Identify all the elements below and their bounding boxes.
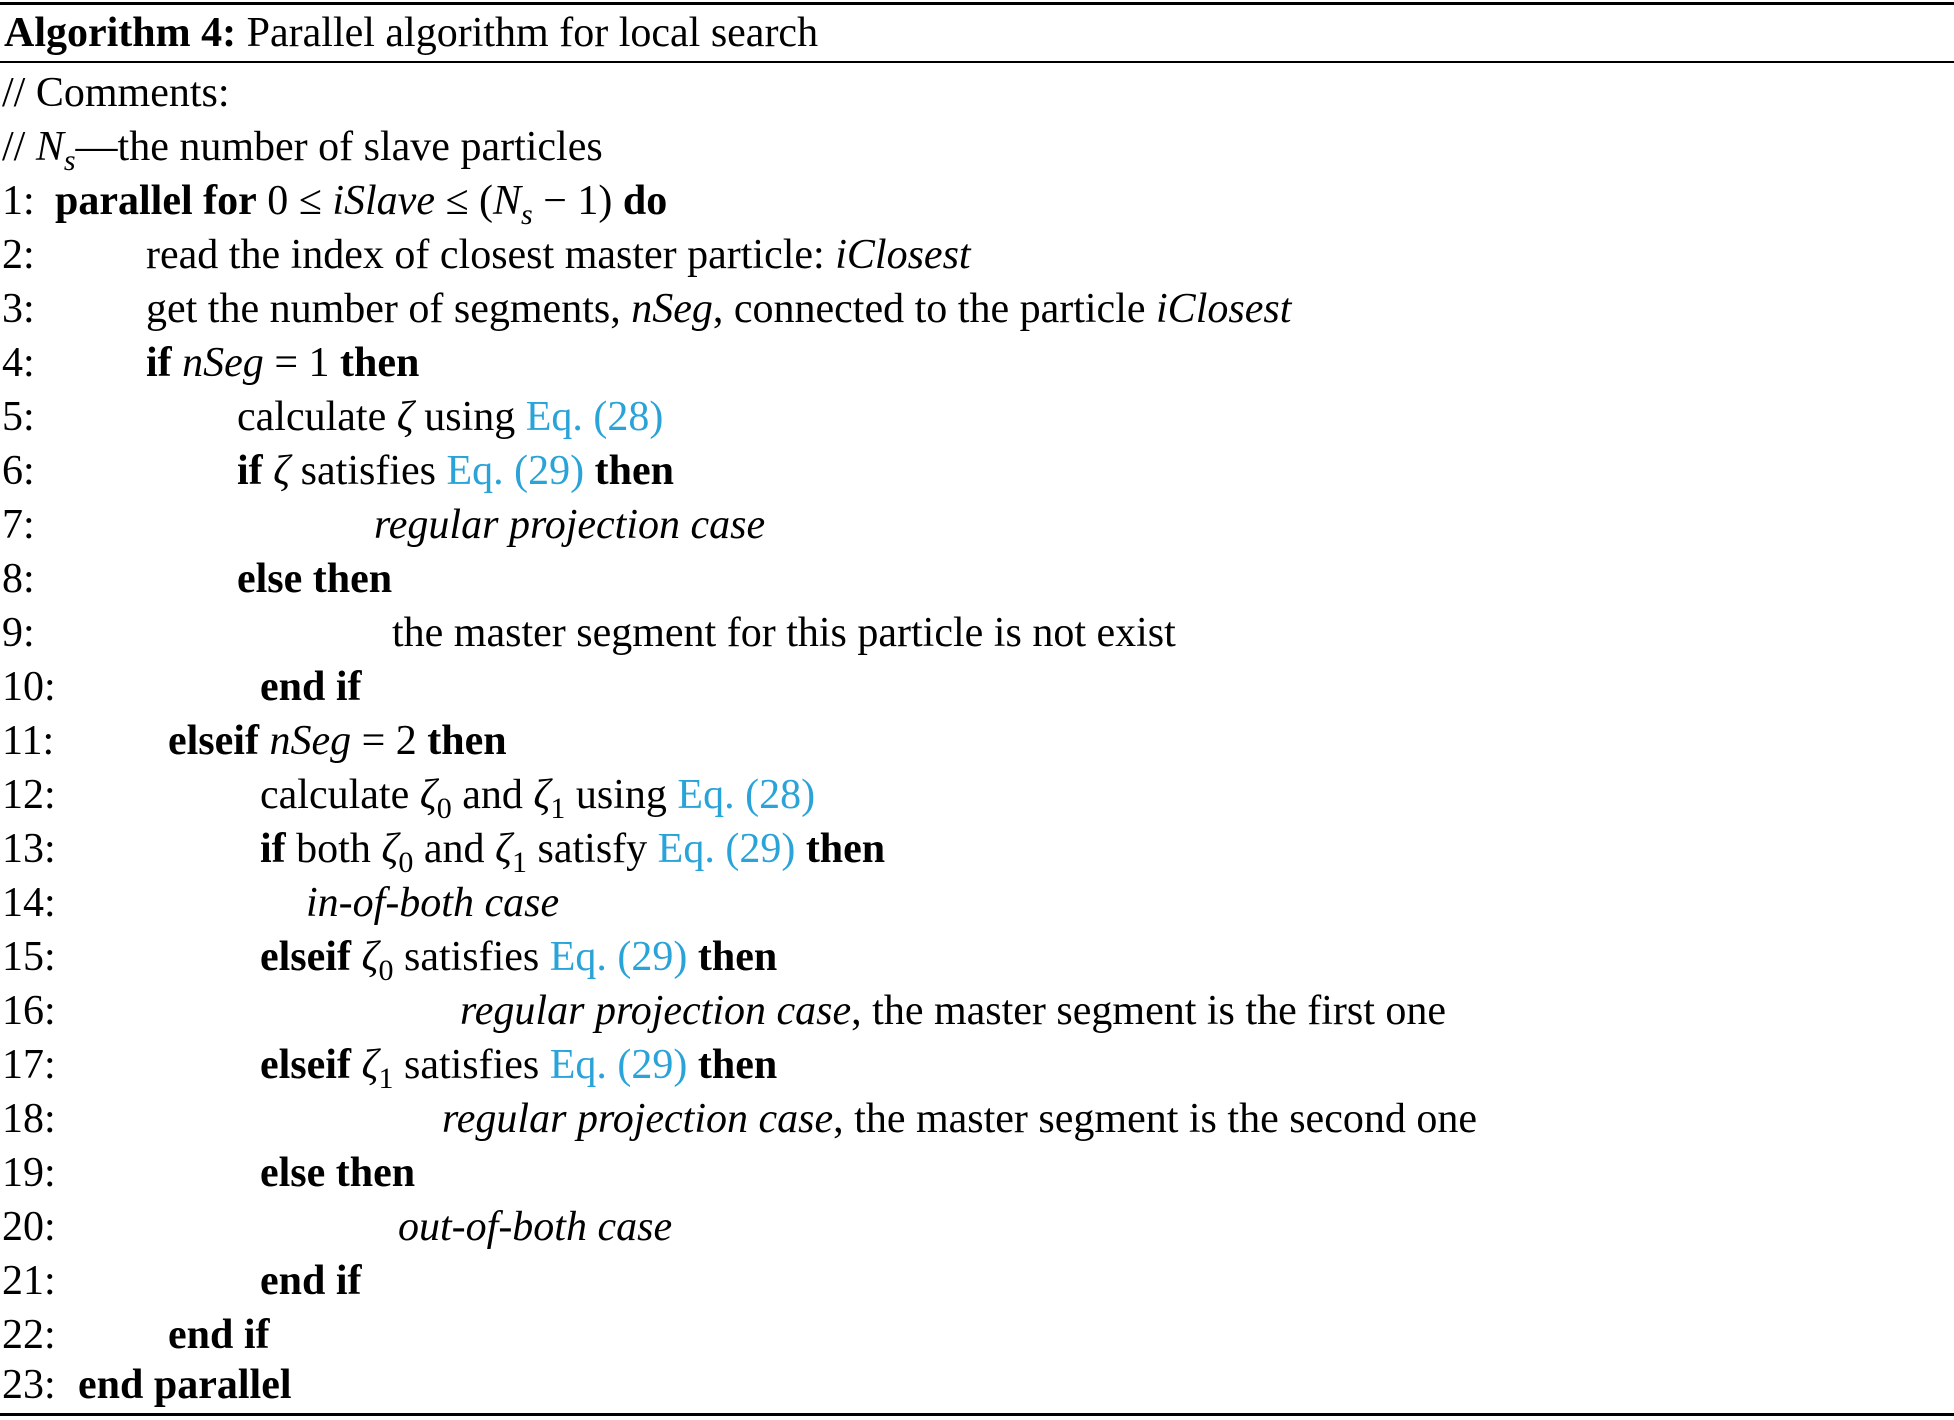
line-number: 7: [2,502,35,548]
line-number: 20: [2,1204,56,1250]
line-content: if nSeg = 1 then [146,340,420,386]
line-content: elseif nSeg = 2 then [168,718,507,764]
line-number: 6: [2,448,35,494]
line-number: 15: [2,934,56,980]
line-content: if both $\zeta_0$ and $\zeta_1$ satisfy Eq. (29) then [260,826,886,879]
line-number: 14: [2,880,56,926]
line-number: 9: [2,610,35,656]
line-number: 5: [2,394,35,440]
line-content: elseif $\zeta_0$ satisfies Eq. (29) then [260,934,778,987]
caption-rule [0,61,1954,63]
line-content: the master segment for this particle is not exist [392,610,1176,656]
equation-reference-link[interactable]: Eq. (28) [677,772,816,818]
line-number: 21: [2,1258,56,1304]
line-content: calculate $\zeta_0$ and $\zeta_1$ using Eq. (28) [260,772,816,825]
line-number: 2: [2,232,35,278]
line-content: end parallel [78,1362,292,1408]
line-number: 8: [2,556,35,602]
line-number: 19: [2,1150,56,1196]
comment-text: // Comments: [2,70,230,116]
equation-reference-link[interactable]: Eq. (29) [446,448,585,494]
equation-reference-link[interactable]: Eq. (29) [549,1042,688,1088]
line-number: 22: [2,1312,56,1358]
algorithm-title: Parallel algorithm for local search [246,10,819,56]
line-number: 4: [2,340,35,386]
line-content: if ζ satisfies Eq. (29) then [237,448,674,494]
line-number: 13: [2,826,56,872]
line-content: parallel for 0 ≤ iSlave ≤ $(N_s - 1)$ do [55,178,668,231]
line-content: end if [260,1258,362,1304]
line-content: end if [260,664,362,710]
comment-text: // $N_s—the$ number of slave particles [2,124,603,177]
line-content: out-of-both case [398,1204,673,1250]
equation-reference-link[interactable]: Eq. (28) [525,394,664,440]
line-content: end if [168,1312,270,1358]
line-content: else then [260,1150,416,1196]
line-number: 16: [2,988,56,1034]
bottom-rule [0,1413,1954,1416]
line-number: 1: [2,178,35,224]
line-number: 18: [2,1096,56,1142]
line-content: calculate ζ using Eq. (28) [237,394,664,440]
line-content: regular projection case, the master segment is the second one [442,1096,1477,1142]
line-number: 12: [2,772,56,818]
line-content: regular projection case, the master segment is the first one [460,988,1447,1034]
line-content: regular projection case [374,502,766,548]
line-content: get the number of segments, nSeg, connected to the particle iClosest [146,286,1292,332]
line-content: else then [237,556,393,602]
equation-reference-link[interactable]: Eq. (29) [549,934,688,980]
line-content: elseif $\zeta_1$ satisfies Eq. (29) then [260,1042,778,1095]
line-number: 23: [2,1362,56,1408]
line-number: 17: [2,1042,56,1088]
line-number: 11: [2,718,55,764]
algorithm-label: Algorithm 4: [4,10,237,56]
algorithm-caption [4,8,818,58]
equation-reference-link[interactable]: Eq. (29) [657,826,796,872]
line-content: in-of-both case [306,880,560,926]
line-number: 3: [2,286,35,332]
line-number: 10: [2,664,56,710]
top-rule [0,2,1954,5]
line-content: read the index of closest master particle: iClosest [146,232,971,278]
